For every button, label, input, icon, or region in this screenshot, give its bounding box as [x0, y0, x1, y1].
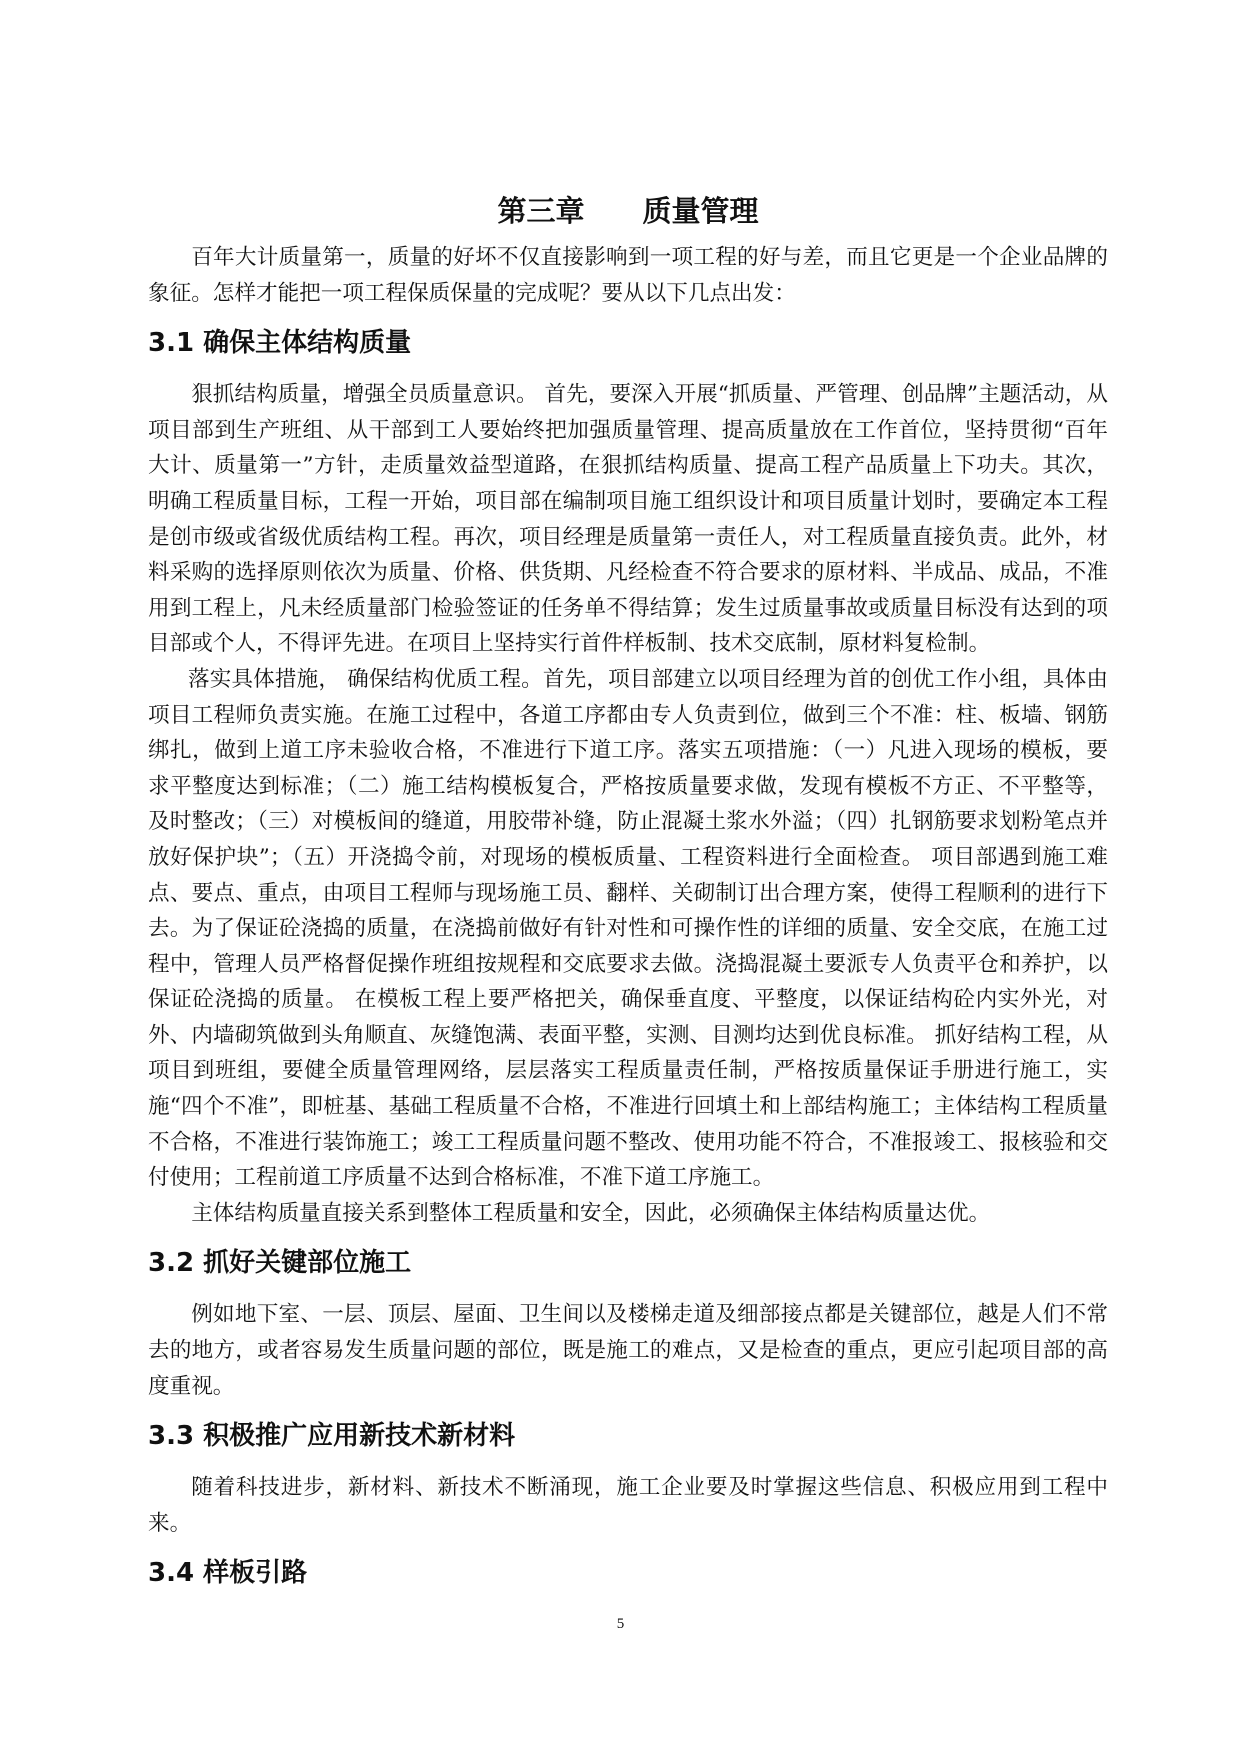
section-heading-3-1: 3.1 确保主体结构质量 — [148, 328, 412, 359]
intro-paragraph: 百年大计质量第一，质量的好坏不仅直接影响到一项工程的好与差，而且它更是一个企业品牌的象征。怎样才能把一项工程保质保量的完成呢？要从以下几点出发： — [148, 245, 1108, 306]
page-number: 5 — [616, 1616, 625, 1632]
section-3-1-paragraph-1: 狠抓结构质量，增强全员质量意识。 首先，要深入开展“抓质量、严管理、创品牌”主题活动，从项目部到生产班组、从干部到工人要始终把加强质量管理、提高质量放在工作首位，坚持贯彻“百年大计、质量第一”方针，走质量效益型道路，在狠抓结构质量、提高工程产品质量上下功夫。其次，明确工程质量目标，工程一开始，项目部在编制项目施工组织设计和项目质量计划时，要确定本工程是创市级或省级优质结构工程。再次，项目经理是质量第一责任人，对工程质量直接负责。此外，材料采购的选择原则依次为质量、价格、供货期、凡经检查不符合要求的原材料、半成品、成品，不准用到工程上，凡未经质量部门检验签证的任务单不得结算；发生过质量事故或质量目标没有达到的项目部或个人，不得评先进。在项目上坚持实行首件样板制、技术交底制，原材料复检制。 — [148, 382, 1108, 657]
section-3-3-paragraph-1: 随着科技进步，新材料、新技术不断涌现，施工企业要及时掌握这些信息、积极应用到工程中来。 — [148, 1475, 1108, 1536]
section-heading-3-2: 3.2 抓好关键部位施工 — [148, 1248, 412, 1279]
section-heading-3-4: 3.4 样板引路 — [148, 1558, 308, 1589]
page-content — [148, 188, 1108, 1607]
section-3-2-paragraph-1: 例如地下室、一层、顶层、屋面、卫生间以及楼梯走道及细部接点都是关键部位，越是人们不常去的地方，或者容易发生质量问题的部位，既是施工的难点，又是检查的重点，更应引起项目部的高度重视。 — [148, 1302, 1108, 1399]
chapter-title: 第三章 质量管理 — [497, 194, 759, 228]
section-3-1-paragraph-2: 落实具体措施， 确保结构优质工程。首先，项目部建立以项目经理为首的创优工作小组，具体由项目工程师负责实施。在施工过程中，各道工序都由专人负责到位，做到三个不准：柱、板墙、钢筋绑扎，做到上道工序未验收合格，不准进行下道工序。落实五项措施：（一）凡进入现场的模板，要求平整度达到标准；（二）施工结构模板复合，严格按质量要求做，发现有模板不方正、不平整等，及时整改；（三）对模板间的缝道，用胶带补缝，防止混凝土浆水外溢；（四）扎钢筋要求划粉笔点并放好保护块”；（五）开浇捣令前，对现场的模板质量、工程资料进行全面检查。 项目部遇到施工难点、要点、重点，由项目工程师与现场施工员、翻样、关砌制订出合理方案，使得工程顺利的进行下去。为了保证砼浇捣的质量，在浇捣前做好有针对性和可操作性的详细的质量、安全交底，在施工过程中，管理人员严格督促操作班组按规程和交底要求去做。浇捣混凝土要派专人负责平仓和养护，以保证砼浇捣的质量。 在模板工程上要严格把关，确保垂直度、平整度，以保证结构砼内实外光，对外、内墙砌筑做到头角顺直、灰缝饱满、表面平整，实测、目测均达到优良标准。 抓好结构工程，从项目到班组，要健全质量管理网络，层层落实工程质量责任制，严格按质量保证手册进行施工，实施“四个不准”，即桩基、基础工程质量不合格，不准进行回填土和上部结构施工；主体结构工程质量不合格，不准进行装饰施工；竣工工程质量问题不整改、使用功能不符合，不准报竣工、报核验和交付使用；工程前道工序质量不达到合格标准，不准下道工序施工。 — [148, 666, 1108, 1191]
section-3-1-paragraph-3: 主体结构质量直接关系到整体工程质量和安全，因此，必须确保主体结构质量达优。 — [191, 1200, 991, 1226]
section-heading-3-3: 3.3 积极推广应用新技术新材料 — [148, 1421, 516, 1452]
